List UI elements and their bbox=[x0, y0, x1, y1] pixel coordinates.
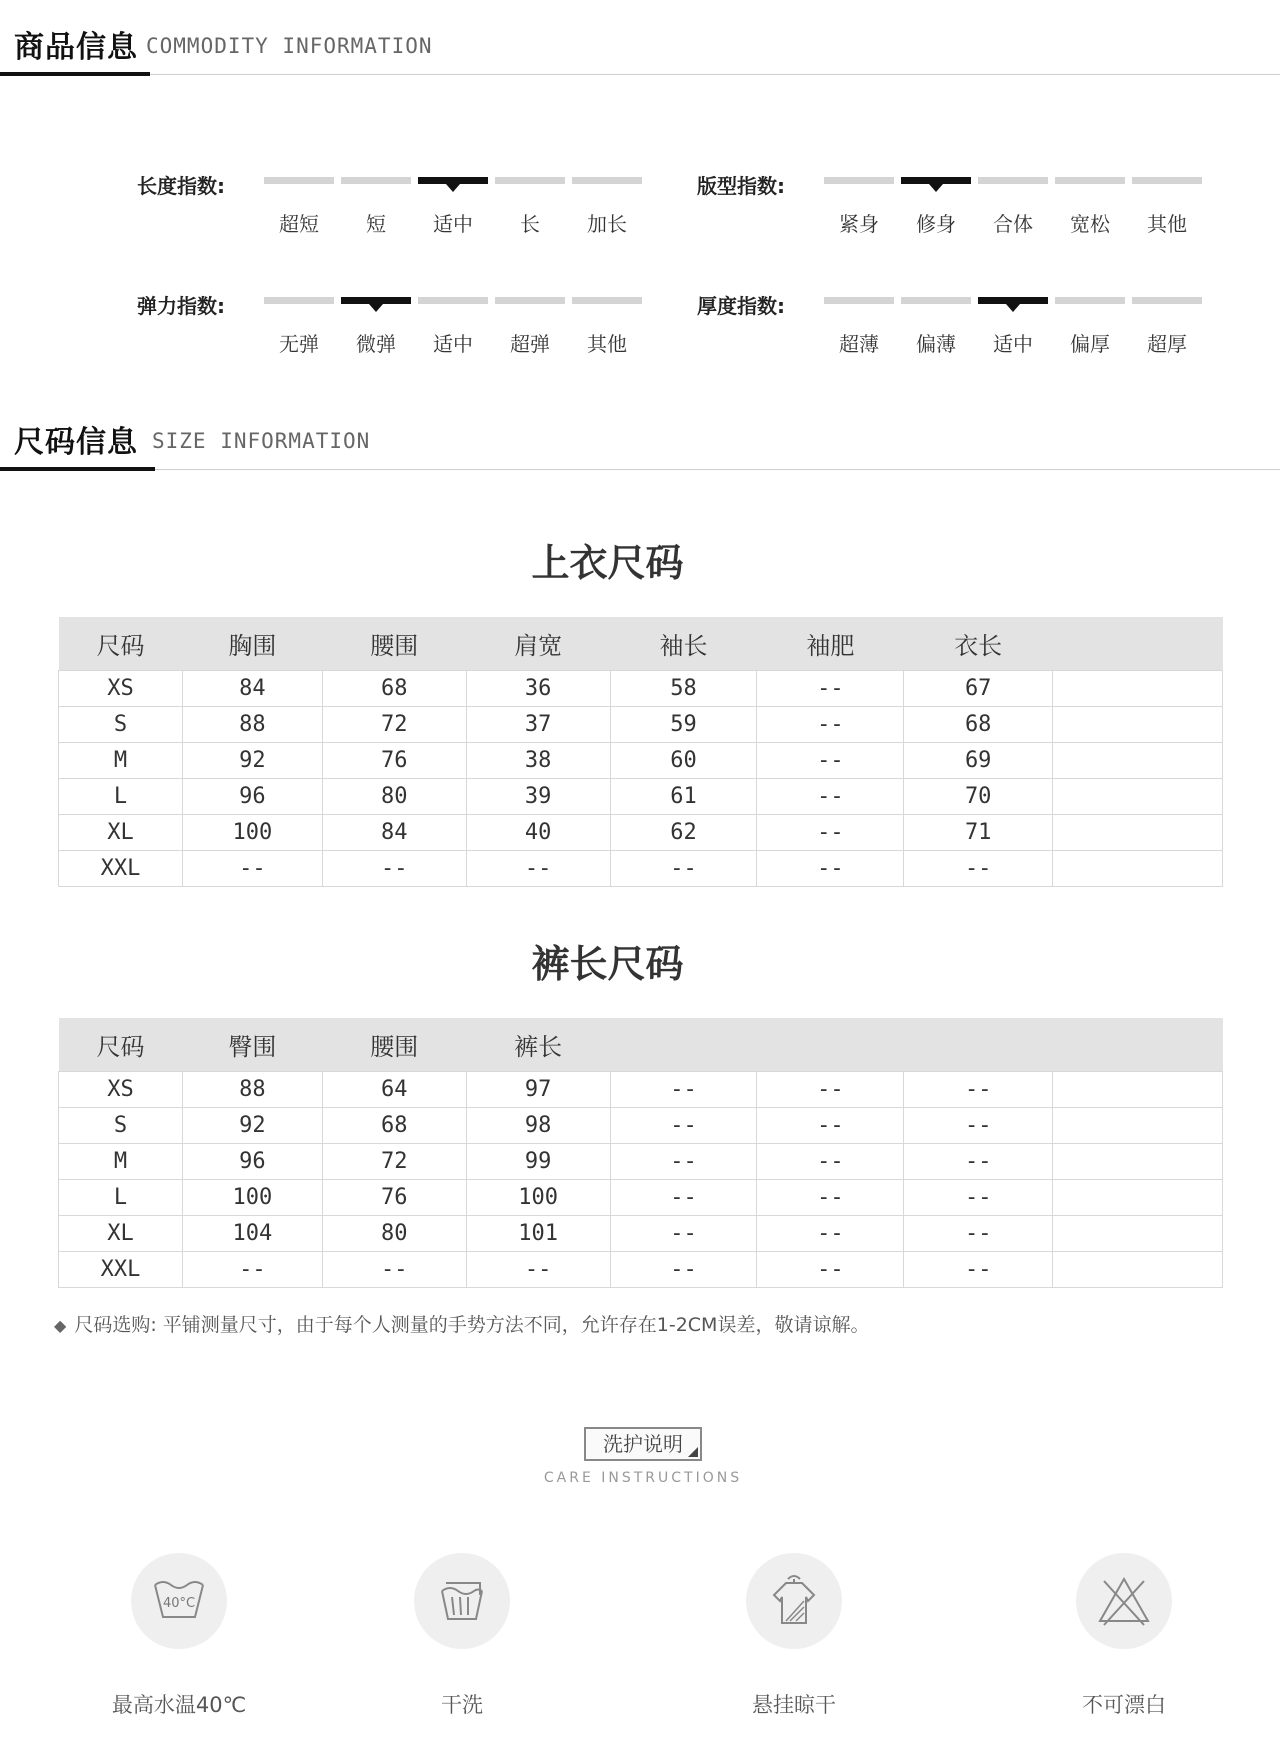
table-header-cell: 衣长 bbox=[904, 617, 1053, 671]
table-cell: -- bbox=[757, 1180, 904, 1216]
table-cell: -- bbox=[757, 707, 904, 743]
table-cell: 59 bbox=[610, 707, 757, 743]
table-cell: -- bbox=[610, 1252, 757, 1288]
table-header-cell: 袖肥 bbox=[757, 617, 904, 671]
table-row bbox=[59, 1144, 1223, 1180]
table-header-cell: 腰围 bbox=[322, 617, 466, 671]
index-segment bbox=[572, 297, 642, 304]
index-row bbox=[137, 160, 697, 240]
table-header-cell bbox=[1053, 617, 1223, 671]
table-cell: -- bbox=[904, 1108, 1053, 1144]
index-option: 微弹 bbox=[356, 332, 396, 356]
care-item-dry-clean bbox=[362, 1553, 562, 1719]
table-cell: 92 bbox=[182, 1108, 322, 1144]
section-accent-bar bbox=[0, 72, 150, 76]
table-cell: -- bbox=[757, 743, 904, 779]
table-cell: 101 bbox=[466, 1216, 610, 1252]
index-option: 其他 bbox=[587, 332, 627, 356]
care-item-hang-dry bbox=[694, 1553, 894, 1719]
index-option: 适中 bbox=[993, 332, 1033, 356]
table-row bbox=[59, 779, 1223, 815]
size-note-text: 尺码选购: 平铺测量尺寸，由于每个人测量的手势方法不同，允许存在1-2CM误差，敬请谅解。 bbox=[74, 1314, 870, 1336]
index-segment bbox=[901, 297, 971, 304]
table-cell bbox=[1053, 851, 1223, 887]
index-option: 合体 bbox=[993, 212, 1033, 236]
table-cell: L bbox=[59, 779, 183, 815]
table-cell: -- bbox=[757, 1252, 904, 1288]
table-cell: 39 bbox=[466, 779, 610, 815]
table-row bbox=[59, 1216, 1223, 1252]
table-cell: 72 bbox=[322, 1144, 466, 1180]
table-cell: 80 bbox=[322, 779, 466, 815]
index-row bbox=[697, 160, 1257, 240]
table-cell: 84 bbox=[182, 671, 322, 707]
index-segment-active bbox=[341, 297, 411, 304]
index-option: 无弹 bbox=[279, 332, 319, 356]
index-option: 偏厚 bbox=[1070, 332, 1110, 356]
care-label: 悬挂晾干 bbox=[752, 1693, 836, 1717]
table-row bbox=[59, 1180, 1223, 1216]
table-header-row bbox=[59, 617, 1223, 671]
table-cell: 69 bbox=[904, 743, 1053, 779]
index-option: 超厚 bbox=[1147, 332, 1187, 356]
table-header-cell: 袖长 bbox=[610, 617, 757, 671]
index-segment bbox=[495, 297, 565, 304]
table-cell: M bbox=[59, 1144, 183, 1180]
table-cell: 84 bbox=[322, 815, 466, 851]
table-cell: 71 bbox=[904, 815, 1053, 851]
table-cell: -- bbox=[904, 1144, 1053, 1180]
care-title-box: 洗护说明 bbox=[584, 1427, 702, 1461]
table-cell: 88 bbox=[182, 707, 322, 743]
no-bleach-icon bbox=[1076, 1553, 1172, 1649]
index-segment bbox=[572, 177, 642, 184]
table-header-cell: 腰围 bbox=[322, 1018, 466, 1072]
size-title-cn: 尺码信息 bbox=[14, 425, 138, 460]
table-cell: -- bbox=[322, 1252, 466, 1288]
index-option: 紧身 bbox=[839, 212, 879, 236]
table-header-cell: 臀围 bbox=[182, 1018, 322, 1072]
table-cell bbox=[1053, 1108, 1223, 1144]
table-cell: 96 bbox=[182, 779, 322, 815]
table-cell: 76 bbox=[322, 1180, 466, 1216]
table-row bbox=[59, 1252, 1223, 1288]
index-segment bbox=[824, 177, 894, 184]
table-cell: 60 bbox=[610, 743, 757, 779]
hang-dry-icon bbox=[746, 1553, 842, 1649]
table-row bbox=[59, 671, 1223, 707]
table-cell: -- bbox=[757, 815, 904, 851]
index-option: 适中 bbox=[433, 332, 473, 356]
index-option: 适中 bbox=[433, 212, 473, 236]
table-cell bbox=[1053, 707, 1223, 743]
table-cell: XL bbox=[59, 1216, 183, 1252]
table-cell: 88 bbox=[182, 1072, 322, 1108]
table-cell: -- bbox=[757, 1216, 904, 1252]
table-cell: 36 bbox=[466, 671, 610, 707]
table-cell: XS bbox=[59, 671, 183, 707]
table-cell bbox=[1053, 671, 1223, 707]
table-cell bbox=[1053, 1072, 1223, 1108]
index-row bbox=[697, 280, 1257, 360]
table-cell: 38 bbox=[466, 743, 610, 779]
table-row bbox=[59, 743, 1223, 779]
table-cell: 37 bbox=[466, 707, 610, 743]
table-header-cell: 裤长 bbox=[466, 1018, 610, 1072]
index-segment bbox=[495, 177, 565, 184]
index-option: 超薄 bbox=[839, 332, 879, 356]
table-cell: 61 bbox=[610, 779, 757, 815]
index-segment bbox=[1132, 297, 1202, 304]
index-option: 超短 bbox=[279, 212, 319, 236]
index-segment bbox=[1055, 177, 1125, 184]
table-cell: 96 bbox=[182, 1144, 322, 1180]
table-cell: -- bbox=[466, 851, 610, 887]
care-item-wash bbox=[79, 1553, 279, 1719]
table-cell: -- bbox=[466, 1252, 610, 1288]
table-cell bbox=[1053, 1252, 1223, 1288]
index-option: 其他 bbox=[1147, 212, 1187, 236]
section-divider bbox=[0, 74, 1280, 75]
table-header-cell: 尺码 bbox=[59, 617, 183, 671]
index-segment bbox=[418, 297, 488, 304]
table-cell: 92 bbox=[182, 743, 322, 779]
table-header-row bbox=[59, 1018, 1223, 1072]
index-segment bbox=[341, 177, 411, 184]
pants-size-table bbox=[58, 1018, 1223, 1288]
table-cell: -- bbox=[610, 1072, 757, 1108]
wash-40c-icon bbox=[131, 1553, 227, 1649]
table-cell bbox=[1053, 1144, 1223, 1180]
table-cell: -- bbox=[757, 851, 904, 887]
pants-size-table-title: 裤长尺码 bbox=[531, 941, 684, 986]
table-header-cell: 肩宽 bbox=[466, 617, 610, 671]
table-cell: -- bbox=[757, 1072, 904, 1108]
care-subtitle: CARE INSTRUCTIONS bbox=[543, 1470, 743, 1486]
table-cell: -- bbox=[904, 1252, 1053, 1288]
table-header-cell: 尺码 bbox=[59, 1018, 183, 1072]
table-cell: -- bbox=[757, 1144, 904, 1180]
table-cell: 72 bbox=[322, 707, 466, 743]
index-option: 宽松 bbox=[1070, 212, 1110, 236]
index-segment-active bbox=[978, 297, 1048, 304]
table-cell: 62 bbox=[610, 815, 757, 851]
wash-temp-text: 40°C bbox=[162, 1596, 196, 1611]
table-cell: 68 bbox=[322, 1108, 466, 1144]
table-cell: XS bbox=[59, 1072, 183, 1108]
table-cell: 100 bbox=[466, 1180, 610, 1216]
table-cell: 70 bbox=[904, 779, 1053, 815]
index-option: 超弹 bbox=[510, 332, 550, 356]
commodity-title-en: COMMODITY INFORMATION bbox=[146, 34, 433, 58]
table-cell bbox=[1053, 779, 1223, 815]
index-option: 加长 bbox=[587, 212, 627, 236]
table-header-cell bbox=[1053, 1018, 1223, 1072]
table-cell: 99 bbox=[466, 1144, 610, 1180]
size-title-en: SIZE INFORMATION bbox=[152, 429, 371, 453]
top-size-table-title: 上衣尺码 bbox=[531, 540, 684, 585]
table-cell: XXL bbox=[59, 1252, 183, 1288]
table-header-cell: 胸围 bbox=[182, 617, 322, 671]
table-cell: 68 bbox=[904, 707, 1053, 743]
index-segment bbox=[824, 297, 894, 304]
size-note bbox=[54, 1310, 869, 1337]
dry-clean-icon bbox=[414, 1553, 510, 1649]
table-header-cell bbox=[904, 1018, 1053, 1072]
care-item-no-bleach bbox=[1024, 1553, 1224, 1719]
index-option: 短 bbox=[366, 212, 386, 236]
top-size-table bbox=[58, 617, 1223, 887]
table-cell: -- bbox=[904, 1216, 1053, 1252]
index-row bbox=[137, 280, 697, 360]
table-row bbox=[59, 707, 1223, 743]
table-cell bbox=[1053, 743, 1223, 779]
index-segment bbox=[978, 177, 1048, 184]
table-cell bbox=[1053, 1216, 1223, 1252]
table-cell: XXL bbox=[59, 851, 183, 887]
table-cell: -- bbox=[610, 851, 757, 887]
table-row bbox=[59, 851, 1223, 887]
table-cell: -- bbox=[182, 851, 322, 887]
commodity-section-header bbox=[0, 0, 1280, 80]
table-cell: -- bbox=[322, 851, 466, 887]
table-cell: S bbox=[59, 707, 183, 743]
table-cell: S bbox=[59, 1108, 183, 1144]
table-cell: 98 bbox=[466, 1108, 610, 1144]
index-label: 长度指数: bbox=[137, 174, 225, 198]
table-cell: -- bbox=[610, 1180, 757, 1216]
diamond-bullet-icon: ◆ bbox=[54, 1316, 67, 1335]
index-option: 修身 bbox=[916, 212, 956, 236]
table-cell: -- bbox=[610, 1108, 757, 1144]
table-cell: L bbox=[59, 1180, 183, 1216]
table-cell: 97 bbox=[466, 1072, 610, 1108]
table-cell: -- bbox=[904, 851, 1053, 887]
table-cell bbox=[1053, 815, 1223, 851]
table-cell: -- bbox=[757, 1108, 904, 1144]
index-segment-active bbox=[901, 177, 971, 184]
table-row bbox=[59, 815, 1223, 851]
index-label: 厚度指数: bbox=[697, 294, 785, 318]
table-header-cell bbox=[610, 1018, 757, 1072]
table-cell: 58 bbox=[610, 671, 757, 707]
table-cell: 68 bbox=[322, 671, 466, 707]
table-cell: -- bbox=[610, 1144, 757, 1180]
section-accent-bar bbox=[0, 467, 155, 471]
table-header-cell bbox=[757, 1018, 904, 1072]
index-segment bbox=[1055, 297, 1125, 304]
table-cell: 100 bbox=[182, 1180, 322, 1216]
table-row bbox=[59, 1072, 1223, 1108]
index-segment-active bbox=[418, 177, 488, 184]
table-cell: XL bbox=[59, 815, 183, 851]
table-cell: M bbox=[59, 743, 183, 779]
table-cell: -- bbox=[757, 671, 904, 707]
table-cell: 80 bbox=[322, 1216, 466, 1252]
index-segment bbox=[264, 297, 334, 304]
table-cell: 67 bbox=[904, 671, 1053, 707]
size-section-header bbox=[0, 395, 1280, 475]
index-option: 偏薄 bbox=[916, 332, 956, 356]
table-row bbox=[59, 1108, 1223, 1144]
table-cell: 76 bbox=[322, 743, 466, 779]
table-cell: -- bbox=[757, 779, 904, 815]
commodity-title-cn: 商品信息 bbox=[14, 30, 138, 65]
table-cell: 104 bbox=[182, 1216, 322, 1252]
index-option: 长 bbox=[520, 212, 540, 236]
index-segment bbox=[264, 177, 334, 184]
table-cell: -- bbox=[904, 1180, 1053, 1216]
table-cell: 40 bbox=[466, 815, 610, 851]
section-divider bbox=[0, 469, 1280, 470]
table-cell: -- bbox=[182, 1252, 322, 1288]
table-cell: -- bbox=[904, 1072, 1053, 1108]
table-cell: 64 bbox=[322, 1072, 466, 1108]
table-cell bbox=[1053, 1180, 1223, 1216]
index-label: 弹力指数: bbox=[137, 294, 225, 318]
care-label: 最高水温40℃ bbox=[111, 1693, 247, 1717]
care-label: 不可漂白 bbox=[1082, 1693, 1166, 1717]
care-label: 干洗 bbox=[441, 1693, 483, 1717]
table-cell: -- bbox=[610, 1216, 757, 1252]
index-label: 版型指数: bbox=[697, 174, 785, 198]
index-segment bbox=[1132, 177, 1202, 184]
table-cell: 100 bbox=[182, 815, 322, 851]
